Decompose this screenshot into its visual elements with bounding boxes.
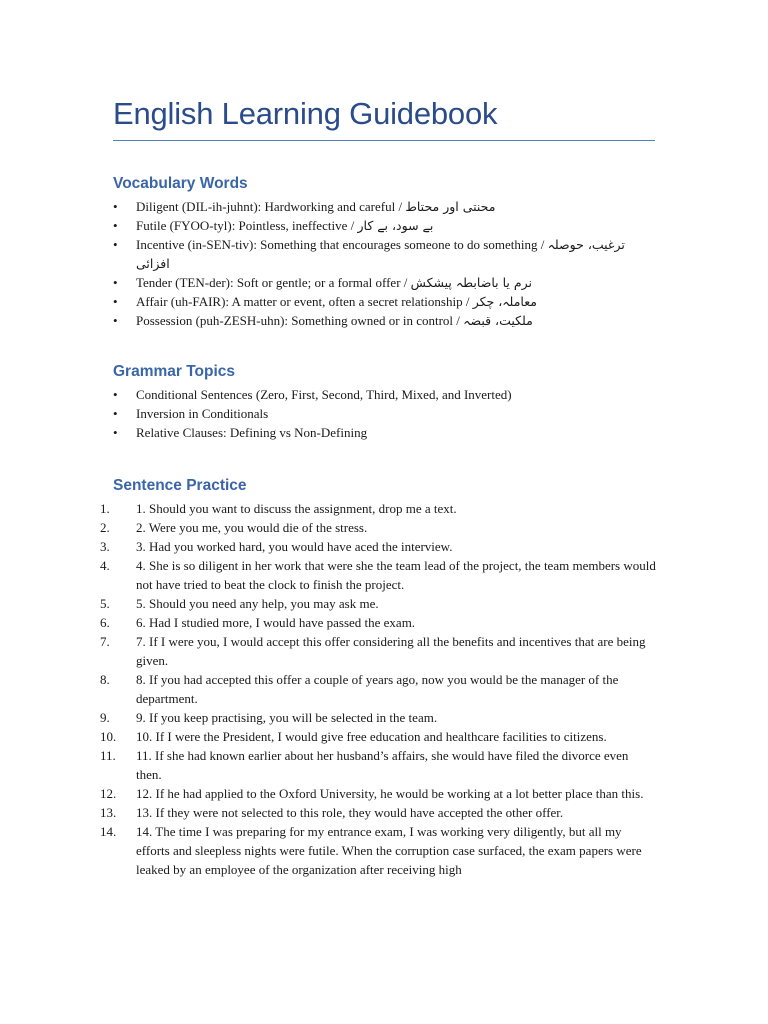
practice-item xyxy=(100,822,656,879)
vocabulary-urdu: محنتی اور محتاط xyxy=(405,199,496,214)
vocabulary-item xyxy=(113,235,656,273)
vocabulary-definition: Affair (uh-FAIR): A matter or event, often a secret relationship / xyxy=(136,294,473,309)
bullet-icon: • xyxy=(113,294,118,309)
list-number: 7. xyxy=(100,634,110,649)
practice-sentence: 9. If you keep practising, you will be selected in the team. xyxy=(136,710,438,725)
vocabulary-item xyxy=(113,292,656,311)
practice-item xyxy=(100,556,656,594)
vocabulary-item xyxy=(113,311,656,330)
practice-item xyxy=(100,784,656,803)
practice-sentence: 10. If I were the President, I would give free education and healthcare facilities to citizens. xyxy=(136,729,607,744)
practice-item xyxy=(100,727,656,746)
practice-item xyxy=(100,670,656,708)
practice-item xyxy=(100,632,656,670)
bullet-icon: • xyxy=(113,199,118,214)
practice-item xyxy=(100,594,656,613)
practice-item xyxy=(100,499,656,518)
list-number: 12. xyxy=(100,786,117,801)
vocabulary-heading: Vocabulary Words xyxy=(113,175,248,192)
grammar-item xyxy=(113,385,656,404)
grammar-item xyxy=(113,404,656,423)
list-number: 13. xyxy=(100,805,117,820)
vocabulary-definition: Tender (TEN-der): Soft or gentle; or a formal offer / xyxy=(136,275,411,290)
practice-item xyxy=(100,537,656,556)
practice-heading: Sentence Practice xyxy=(113,477,247,494)
vocabulary-item xyxy=(113,197,656,216)
practice-sentence: 13. If they were not selected to this role, they would have accepted the other offer. xyxy=(136,805,564,820)
list-number: 11. xyxy=(100,748,116,763)
vocabulary-item xyxy=(113,216,656,235)
practice-sentence: 5. Should you need any help, you may ask me. xyxy=(136,596,379,611)
list-number: 6. xyxy=(100,615,110,630)
practice-sentence: 6. Had I studied more, I would have passed the exam. xyxy=(136,615,416,630)
practice-sentence: 2. Were you me, you would die of the stress. xyxy=(136,520,368,535)
practice-sentence: 7. If I were you, I would accept this offer considering all the benefits and incentives that are being given. xyxy=(136,634,646,668)
list-number: 4. xyxy=(100,558,110,573)
grammar-list xyxy=(113,385,656,442)
vocabulary-urdu: نرم یا باضابطہ پیشکش xyxy=(410,275,532,290)
title-underline xyxy=(113,140,655,141)
list-number: 2. xyxy=(100,520,110,535)
practice-sentence: 8. If you had accepted this offer a couple of years ago, now you would be the manager of the department. xyxy=(136,672,619,706)
grammar-item xyxy=(113,423,656,442)
practice-section xyxy=(100,476,656,879)
vocabulary-definition: Incentive (in-SEN-tiv): Something that encourages someone to do something / xyxy=(136,237,548,252)
grammar-heading: Grammar Topics xyxy=(113,363,236,380)
vocabulary-section xyxy=(113,174,656,330)
practice-sentence: 4. She is so diligent in her work that were she the team lead of the project, the team members would not have tried to beat the clock to finish the project. xyxy=(136,558,656,592)
vocabulary-urdu: ملکیت، قبضہ xyxy=(463,313,533,328)
list-number: 5. xyxy=(100,596,110,611)
practice-sentence: 1. Should you want to discuss the assignment, drop me a text. xyxy=(136,501,457,516)
practice-sentence: 3. Had you worked hard, you would have aced the interview. xyxy=(136,539,453,554)
vocabulary-definition: Futile (FYOO-tyl): Pointless, ineffective / xyxy=(136,218,358,233)
document-title: English Learning Guidebook xyxy=(113,96,498,131)
bullet-icon: • xyxy=(113,275,118,290)
vocabulary-definition: Diligent (DIL-ih-juhnt): Hardworking and careful / xyxy=(136,199,406,214)
vocabulary-urdu: معاملہ، چکر xyxy=(472,294,537,309)
list-number: 1. xyxy=(100,501,110,516)
list-number: 14. xyxy=(100,824,117,839)
practice-item xyxy=(100,803,656,822)
bullet-icon: • xyxy=(113,237,118,252)
bullet-icon: • xyxy=(113,218,118,233)
practice-item xyxy=(100,708,656,727)
vocabulary-urdu: ترغیب، حوصلہ افزائی xyxy=(136,237,625,271)
bullet-icon: • xyxy=(113,313,118,328)
list-number: 10. xyxy=(100,729,117,744)
vocabulary-definition: Possession (puh-ZESH-uhn): Something owned or in control / xyxy=(136,313,464,328)
practice-list xyxy=(100,499,656,879)
practice-sentence: 14. The time I was preparing for my entrance exam, I was working very diligently, but all my efforts and sleepless nights were futile. When the corruption case surfaced, the exam papers were leaked by an employee of the organization after receiving high xyxy=(136,824,642,877)
practice-sentence: 12. If he had applied to the Oxford University, he would be working at a lot better place than this. xyxy=(136,786,644,801)
document-page xyxy=(100,94,656,879)
list-number: 3. xyxy=(100,539,110,554)
practice-item xyxy=(100,746,656,784)
grammar-topic: Relative Clauses: Defining vs Non-Defining xyxy=(136,425,368,440)
bullet-icon: • xyxy=(113,387,118,402)
list-number: 8. xyxy=(100,672,110,687)
vocabulary-list xyxy=(113,197,656,330)
vocabulary-item xyxy=(113,273,656,292)
list-number: 9. xyxy=(100,710,110,725)
bullet-icon: • xyxy=(113,425,118,440)
practice-sentence: 11. If she had known earlier about her husband’s affairs, she would have filed the divorce even then. xyxy=(136,748,629,782)
practice-item xyxy=(100,518,656,537)
practice-item xyxy=(100,613,656,632)
bullet-icon: • xyxy=(113,406,118,421)
grammar-section xyxy=(113,362,656,442)
vocabulary-urdu: بے سود، بے کار xyxy=(357,218,434,233)
grammar-topic: Inversion in Conditionals xyxy=(136,406,269,421)
grammar-topic: Conditional Sentences (Zero, First, Second, Third, Mixed, and Inverted) xyxy=(136,387,512,402)
